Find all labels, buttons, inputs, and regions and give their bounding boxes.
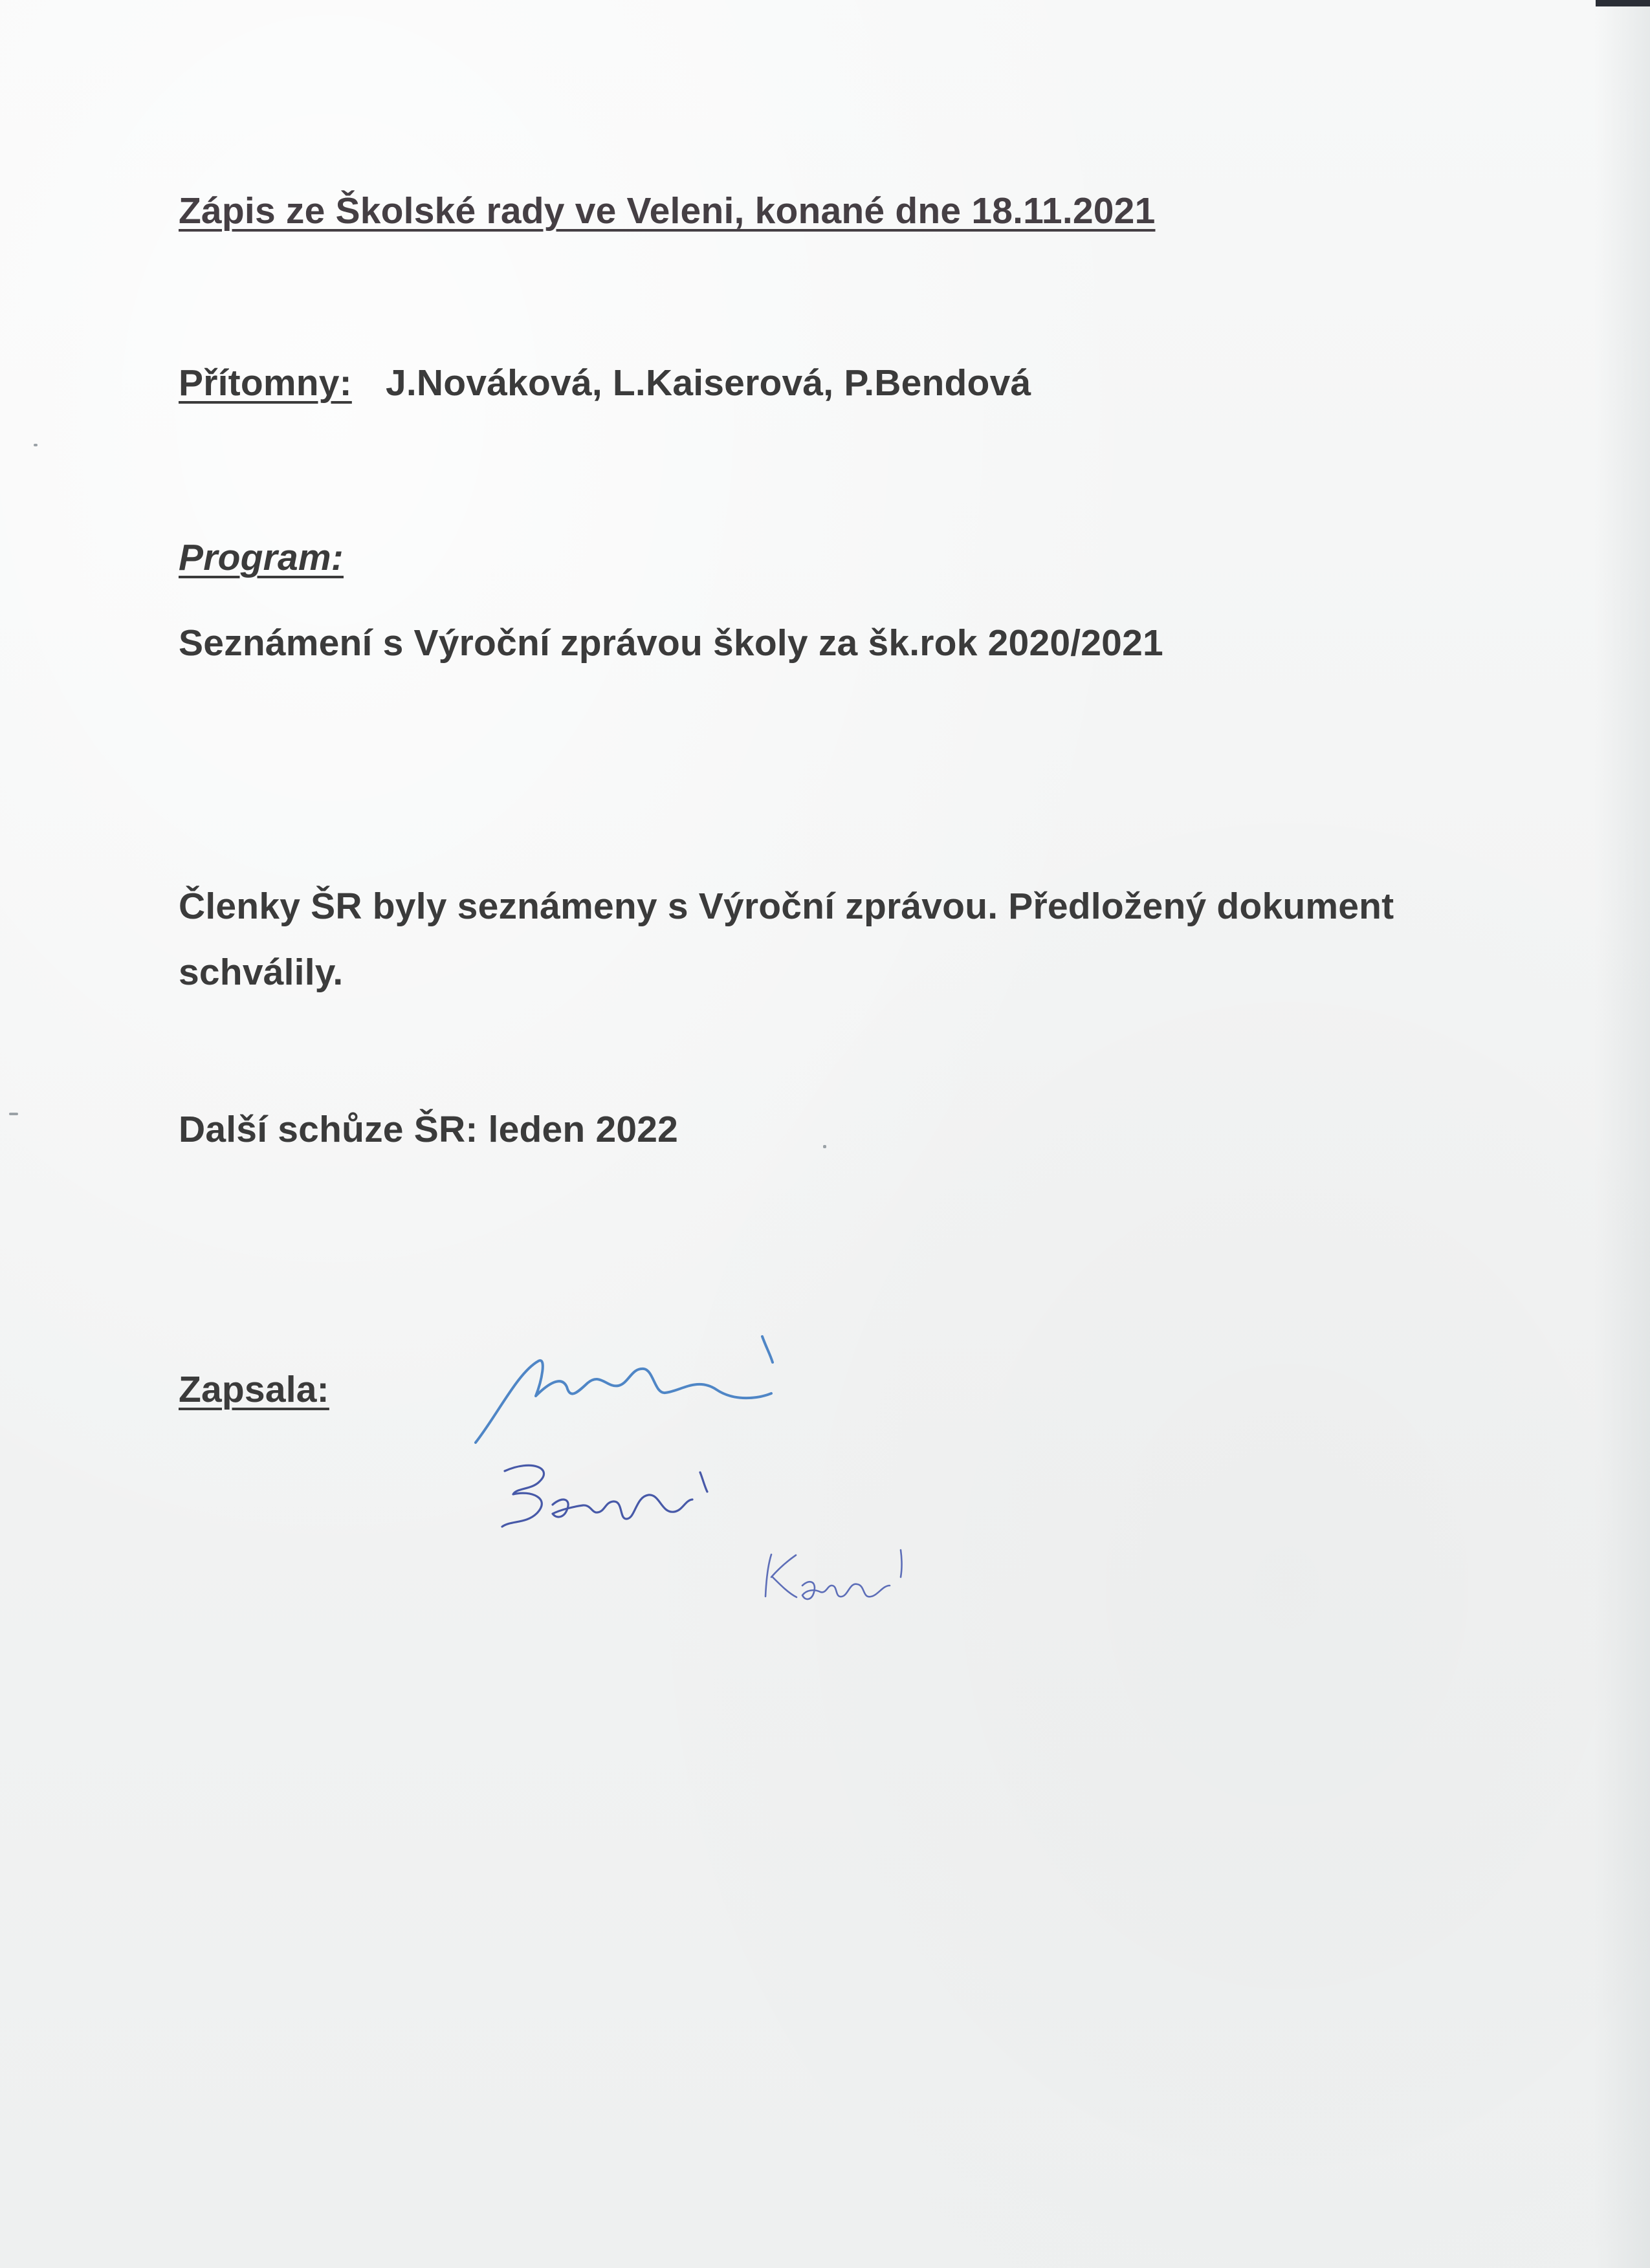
fold-mark bbox=[9, 1113, 18, 1115]
document-title: Zápis ze Školské rady ve Veleni, konané dne 18.11.2021 bbox=[179, 190, 1156, 232]
program-item: Seznámení s Výroční zprávou školy za šk.rok 2020/2021 bbox=[179, 622, 1163, 664]
program-label: Program: bbox=[179, 537, 344, 578]
signature-novakova bbox=[476, 1336, 773, 1443]
fold-mark bbox=[823, 1145, 826, 1148]
signature-bendova bbox=[502, 1465, 707, 1527]
next-meeting: Další schůze ŠR: leden 2022 bbox=[179, 1109, 679, 1150]
present-label: Přítomny: bbox=[179, 362, 352, 404]
signatures bbox=[453, 1313, 945, 1650]
scan-shadow-edge bbox=[1594, 0, 1650, 2268]
present-names: J.Nováková, L.Kaiserová, P.Bendová bbox=[386, 362, 1031, 404]
recorded-by-label: Zapsala: bbox=[179, 1369, 329, 1410]
decision-text: Členky ŠR byly seznámeny s Výroční zprávou. Předložený dokument schválily. bbox=[179, 886, 1394, 993]
scan-corner-mark bbox=[1596, 0, 1650, 6]
signature-kaiserova bbox=[765, 1550, 902, 1599]
fold-mark bbox=[34, 444, 38, 446]
